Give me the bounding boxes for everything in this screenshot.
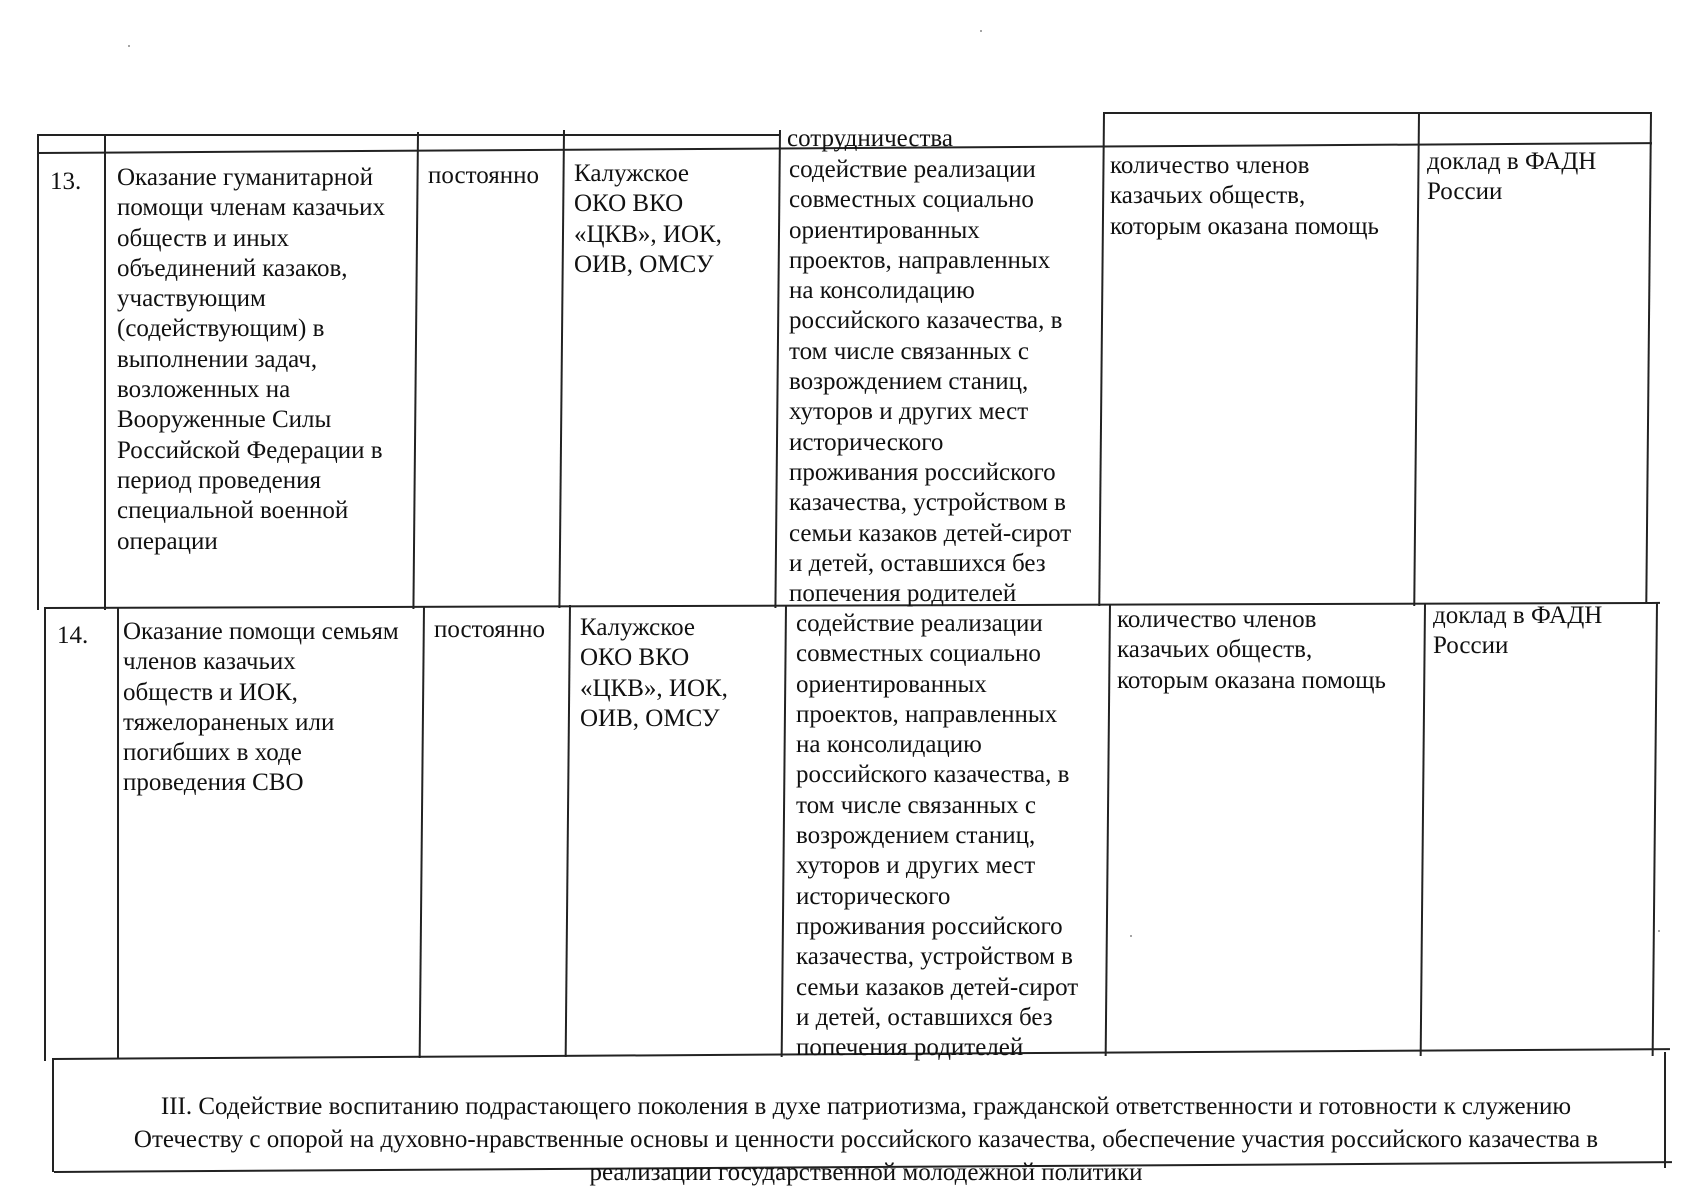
row-14-executors: Калужское ОКО ВКО «ЦКВ», ИОК, ОИВ, ОМСУ bbox=[580, 614, 728, 732]
row-14-indicator: количество членов казачьих обществ, которым оказана помощь bbox=[1117, 606, 1386, 694]
table-rule-col0 bbox=[37, 134, 39, 610]
row-13-event: Оказание гуманитарной помощи членам казачьих обществ и иных объединений казаков, участвующим (содействующим) в выполнении задач, возложенных на Вооруженные Силы Российской Федерации в период проведения специальной военной операции bbox=[117, 164, 385, 555]
row-13-indicator: количество членов казачьих обществ, которым оказана помощь bbox=[1110, 152, 1379, 240]
row-13-number: 13. bbox=[50, 168, 82, 195]
table-rule-col5b bbox=[1105, 604, 1111, 1056]
table-rule-col3b bbox=[565, 605, 571, 1057]
carryover-goal-text: сотрудничества bbox=[787, 125, 953, 152]
table-rule-col2 bbox=[412, 132, 419, 609]
table-rule-col2b bbox=[419, 606, 425, 1058]
table-rule-col7b bbox=[1652, 602, 1658, 1056]
table-rule-col4b bbox=[781, 605, 787, 1057]
table-rule-top-left bbox=[37, 134, 779, 136]
scan-speck bbox=[1130, 935, 1132, 937]
table-rule-col4 bbox=[774, 130, 781, 608]
row-14-goal: содействие реализации совместных социально ориентированных проектов, направленных на консолидацию российского казачества, в том числе связанных с возрождением станиц, хуторов и других мест исторического проживания российского казачества, устройством в семьи казаков детей-сирот и детей, оставшихся без попечения родителей bbox=[796, 610, 1079, 1062]
row-14-number: 14. bbox=[57, 622, 89, 649]
row-14-event: Оказание помощи семьям членов казачьих обществ и ИОК, тяжелораненых или погибших в ходе проведения СВО bbox=[123, 618, 399, 797]
scan-speck bbox=[980, 30, 982, 32]
section-iii-heading: III. Содействие воспитанию подрастающего поколения в духе патриотизма, гражданской ответственности и готовности к служению Отечеству с опорой на духовно-нравственные основы и ценности российского казачества, обеспечение участия российского казачества в реализации государственной молодежной политики bbox=[133, 1093, 1599, 1186]
table-rule-col5 bbox=[1098, 112, 1105, 606]
row-13-report: доклад в ФАДН России bbox=[1427, 148, 1597, 206]
table-rule-col1 bbox=[104, 134, 106, 610]
table-rule-top-right bbox=[1103, 112, 1651, 114]
row-13-period: постоянно bbox=[428, 162, 539, 189]
table-rule-col7 bbox=[1645, 112, 1652, 604]
table-rule-col6b bbox=[1420, 604, 1426, 1056]
table-rule-col0c bbox=[52, 1058, 54, 1172]
row-13-goal: содействие реализации совместных социально ориентированных проектов, направленных на консолидацию российского казачества, в том числе связанных с возрождением станиц, хуторов и других мест исторического проживания российского казачества, устройством в семьи казаков детей-сирот и детей, оставшихся без попечения родителей bbox=[789, 156, 1072, 608]
table-rule-col1b bbox=[117, 607, 119, 1059]
row-14-report: доклад в ФАДН России bbox=[1433, 602, 1603, 660]
table-rule-col3 bbox=[558, 130, 565, 608]
row-14-period: постоянно bbox=[434, 616, 545, 643]
row-13-executors: Калужское ОКО ВКО «ЦКВ», ИОК, ОИВ, ОМСУ bbox=[574, 160, 722, 278]
scan-speck bbox=[1658, 930, 1660, 932]
scan-speck bbox=[128, 45, 130, 47]
table-rule-col6 bbox=[1413, 112, 1420, 606]
table-rule-col0b bbox=[44, 607, 46, 1061]
